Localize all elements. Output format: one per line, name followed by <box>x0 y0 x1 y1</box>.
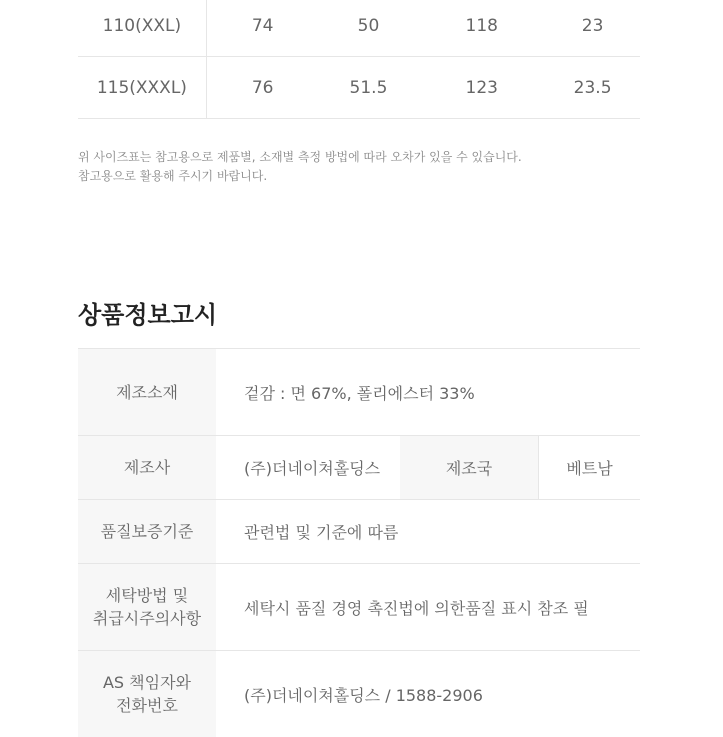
maker-value: (주)더네이쳐홀딩스 <box>244 459 381 478</box>
wash-label: 세탁방법 및 취급시주의사항 <box>78 564 216 650</box>
size-cell: 23.5 <box>573 77 612 98</box>
size-cell: 123 <box>465 77 498 98</box>
size-cell: 74 <box>251 15 274 36</box>
country-value: 베트남 <box>538 436 640 499</box>
size-cell: 51.5 <box>349 77 388 98</box>
size-cell: 110(XXL) <box>78 0 207 56</box>
size-cell: 118 <box>465 15 498 36</box>
as-value: (주)더네이쳐홀딩스 / 1588-2906 <box>244 685 483 705</box>
table-row <box>78 0 640 56</box>
size-cell: 115(XXXL) <box>78 57 207 118</box>
country-label: 제조국 <box>400 436 538 499</box>
table-row <box>78 436 640 500</box>
size-cell: 50 <box>357 15 380 36</box>
as-label: AS 책임자와 전화번호 <box>78 651 216 737</box>
size-note <box>78 148 522 186</box>
product-info-table <box>78 348 640 737</box>
wash-value: 세탁시 품질 경영 촉진법에 의한품질 표시 참조 필 <box>244 598 589 618</box>
table-row <box>78 564 640 651</box>
material-label: 제조소재 <box>78 349 216 435</box>
size-note-line: 참고용으로 활용해 주시기 바랍니다. <box>78 169 268 183</box>
quality-value: 관련법 및 기준에 따름 <box>244 523 399 542</box>
quality-label: 품질보증기준 <box>78 500 216 563</box>
size-note-line: 위 사이즈표는 참고용으로 제품별, 소재별 측정 방법에 따라 오차가 있을 수 있습니다. <box>78 150 522 164</box>
size-table <box>78 0 640 119</box>
maker-label: 제조사 <box>78 436 216 499</box>
section-title: 상품정보고시 <box>78 301 218 329</box>
table-row <box>78 349 640 436</box>
material-value: 겉감 : 면 67%, 폴리에스터 33% <box>244 383 475 403</box>
size-cell: 76 <box>251 77 274 98</box>
table-row <box>78 651 640 737</box>
size-cell: 23 <box>581 15 604 36</box>
table-row <box>78 500 640 564</box>
table-row <box>78 56 640 119</box>
